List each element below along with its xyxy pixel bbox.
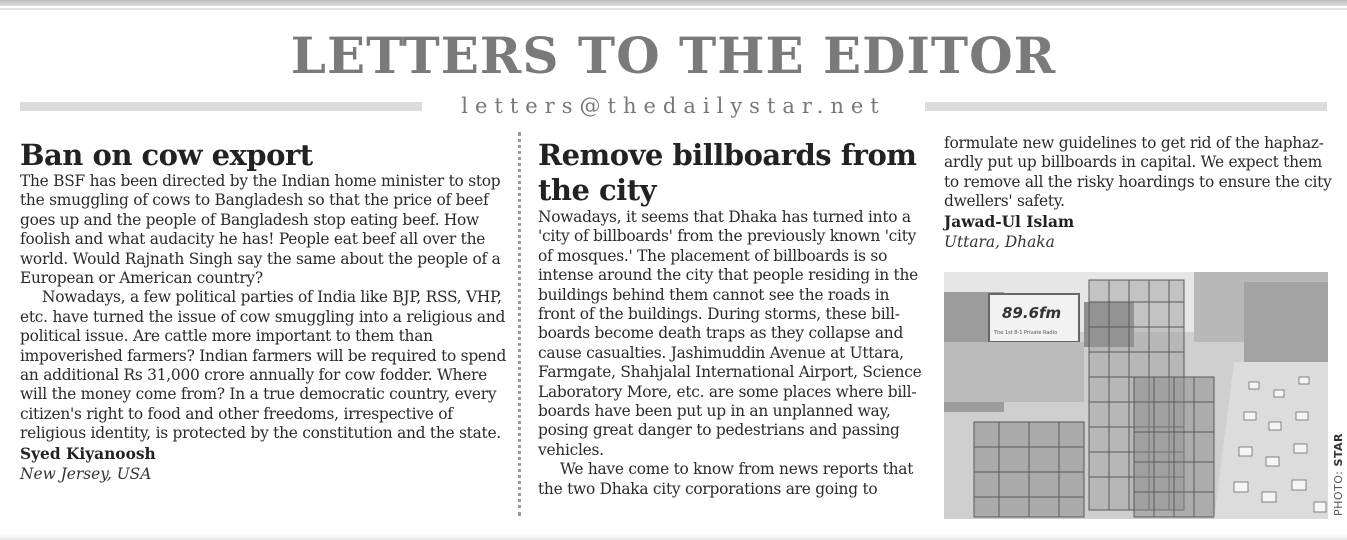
email-row (20, 94, 1327, 120)
top-rule-thin (0, 8, 1347, 10)
column-divider (518, 132, 521, 516)
letter2-headline-line2: the city (538, 173, 656, 207)
billboard-subtext: The 1st 8-1 Private Radio (994, 330, 1058, 336)
photo-credit-label: PHOTO: (1332, 470, 1345, 516)
billboard-photo (944, 272, 1328, 519)
letter2-headline-line1: Remove billboards from (538, 138, 917, 172)
letter1-headline: Ban on cow export (20, 138, 313, 172)
letter1-location: New Jersey, USA (20, 464, 152, 483)
top-rule (0, 0, 1347, 6)
radio-billboard (989, 294, 1079, 342)
email-bar-right (925, 102, 1327, 111)
billboard-text: 89.6fm (1002, 304, 1062, 322)
letter1-paragraph-2: Nowadays, a few political parties of India like BJP, RSS, VHP, etc. have turned the issue of cow smuggling into a religious and political issue. Are cattle more important to them than impoverished farmers? Indian farmers will be required to spend an additional Rs 31,000 crore annually for cow fodder. Where will the money come from? In a true democratic country, every citizen's right to food and other freedoms, irrespective of religious identity, is protected by the constitution and the state. (20, 288, 507, 443)
letter2-headline (538, 138, 928, 208)
bottom-rule (0, 534, 1347, 540)
letter-ban-on-cow-export (20, 138, 510, 484)
letter2-paragraph-2: We have come to know from news reports that the two Dhaka city corporations are going to (538, 460, 914, 498)
letter2-continuation: formulate new guidelines to get rid of the haphaz-ardly put up billboards in capital. We expect them to remove all the risky hoardings to ensure the city dwellers' safety. (944, 134, 1332, 211)
letter2-continuation-column (944, 134, 1334, 252)
letter-remove-billboards (538, 138, 928, 499)
editor-email: letters@thedailystar.net (461, 94, 886, 118)
letter2-location: Uttara, Dhaka (944, 232, 1055, 251)
letter2-author: Jawad-Ul Islam (944, 212, 1075, 231)
letter1-paragraph-1: The BSF has been directed by the Indian home minister to stop the smuggling of cows to Bangladesh so that the price of beef goes up and the people of Bangladesh stop eating beef. How foolish and what audacity he has! People eat beef all over the world. Would Rajnath Singh say the same about the people of a European or American country? (20, 172, 501, 288)
photo-credit (1332, 433, 1345, 516)
section-title: LETTERS TO THE EDITOR (290, 26, 1057, 85)
letter1-author: Syed Kiyanoosh (20, 444, 156, 463)
photo-credit-source: STAR (1332, 432, 1345, 467)
letter2-paragraph-1: Nowadays, it seems that Dhaka has turned into a 'city of billboards' from the previously known 'city of mosques.' The placement of billboards is so intense around the city that people residing in the buildings behind them cannot see the roads in front of the buildings. During storms, these bill-boards become death traps as they collapse and cause casualties. Jashimuddin Avenue at Uttara, Farmgate, Shahjalal International Airport, Science Laboratory More, etc. are some places where bill-boards have been put up in an unplanned way, posing great danger to pedestrians and passing vehicles. (538, 208, 922, 459)
